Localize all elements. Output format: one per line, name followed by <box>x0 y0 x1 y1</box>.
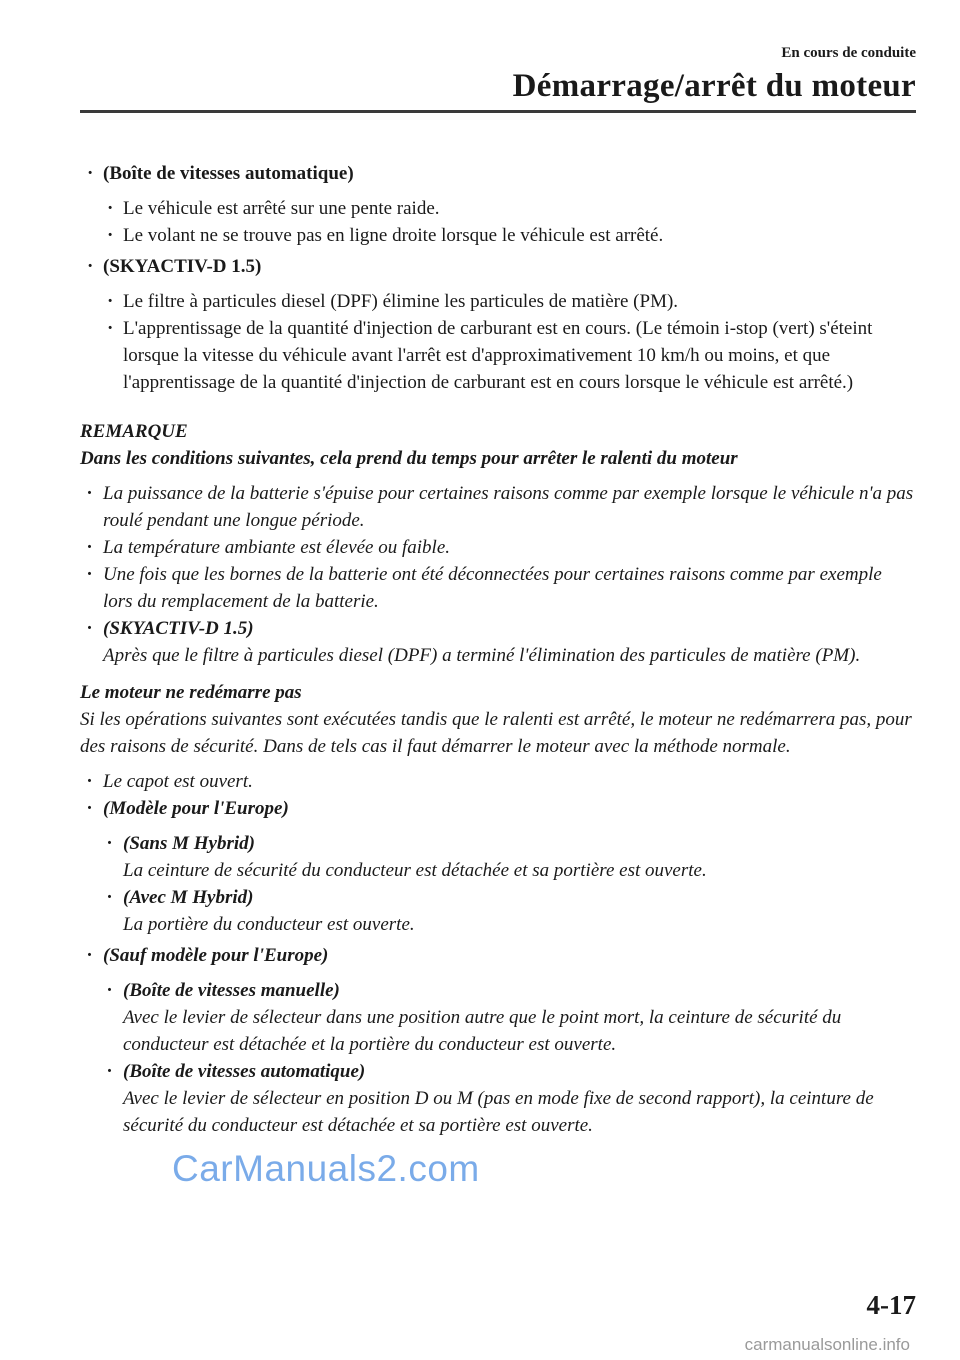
group-heading: (Boîte de vitesses automatique) <box>123 1061 366 1082</box>
list-item: · L'apprentissage de la quantité d'injection de carburant est en cours. (Le témoin i-stop (vert) s'éteint lorsque la vitesse du véhicule avant l'arrêt est d'approximativement 10 km/h ou moins, et que l'apprentissage de la quantité d'injection de carburant est en cours lorsque le véhicule est arrêté.) <box>80 315 916 396</box>
group-heading: (Sauf modèle pour l'Europe) <box>103 945 329 966</box>
list-item <box>80 1058 916 1139</box>
list-item <box>80 160 916 187</box>
restart-list <box>80 942 916 969</box>
item-text: La ceinture de sécurité du conducteur est détachée et sa portière est ouverte. <box>123 860 707 881</box>
group-heading: (Avec M Hybrid) <box>123 887 254 908</box>
watermark: carmanualsonline.info <box>744 1335 910 1354</box>
page-header <box>513 44 916 106</box>
remarque-label: REMARQUE <box>80 421 188 442</box>
restart-list <box>80 768 916 822</box>
item-text: Avec le levier de sélecteur en position D ou M (pas en mode fixe de second rapport), la ceinture de sécurité du conducteur est détachée et sa portière est ouverte. <box>123 1088 874 1136</box>
list-item: · Le véhicule est arrêté sur une pente raide. <box>80 195 916 222</box>
header-rule <box>80 110 916 113</box>
remarque-list <box>80 480 916 669</box>
watermark: CarManuals2.com <box>172 1148 480 1189</box>
page-number: 4-17 <box>866 1290 916 1320</box>
list-item <box>80 942 916 969</box>
list-item <box>80 615 916 669</box>
page-title: Démarrage/arrêt du moteur <box>512 68 916 104</box>
list-item <box>80 795 916 822</box>
section-label: En cours de conduite <box>781 45 916 61</box>
list-item <box>80 253 916 280</box>
group-heading: (Boîte de vitesses manuelle) <box>123 980 340 1001</box>
list-item: · La puissance de la batterie s'épuise pour certaines raisons comme par exemple lorsque le véhicule n'a pas roulé pendant une longue période. <box>80 480 916 534</box>
sub-list <box>80 977 916 1139</box>
group-heading: (Boîte de vitesses automatique) <box>103 163 354 184</box>
restart-heading: Le moteur ne redémarre pas <box>80 682 302 703</box>
list-item <box>80 830 916 884</box>
restart-paragraph: Si les opérations suivantes sont exécutées tandis que le ralenti est arrêté, le moteur ne redémarrera pas, pour des raisons de sécurité. Dans de tels cas il faut démarrer le moteur avec la méthode normale. <box>80 709 912 757</box>
list-item: · La température ambiante est élevée ou faible. <box>80 534 916 561</box>
sub-list <box>80 830 916 938</box>
conditions-list <box>80 253 916 280</box>
conditions-list <box>80 160 916 187</box>
list-item: · Le filtre à particules diesel (DPF) élimine les particules de matière (PM). <box>80 288 916 315</box>
group-heading: (Sans M Hybrid) <box>123 833 255 854</box>
group-heading: (SKYACTIV-D 1.5) <box>103 256 262 277</box>
list-item: · Le volant ne se trouve pas en ligne droite lorsque le véhicule est arrêté. <box>80 222 916 249</box>
group-heading: (SKYACTIV-D 1.5) <box>103 618 254 639</box>
item-text: Avec le levier de sélecteur dans une position autre que le point mort, la ceinture de sécurité du conducteur est détachée et la portière du conducteur est ouverte. <box>123 1007 842 1055</box>
sub-list <box>80 288 916 396</box>
list-item <box>80 977 916 1058</box>
item-text: Après que le filtre à particules diesel (DPF) a terminé l'élimination des particules de matière (PM). <box>103 645 861 666</box>
list-item: · Le capot est ouvert. <box>80 768 916 795</box>
item-text: La portière du conducteur est ouverte. <box>123 914 415 935</box>
list-item: · Une fois que les bornes de la batterie ont été déconnectées pour certaines raisons comme par exemple lors du remplacement de la batterie. <box>80 561 916 615</box>
sub-list <box>80 195 916 249</box>
list-item <box>80 884 916 938</box>
page-content <box>80 160 916 1143</box>
remarque-heading: Dans les conditions suivantes, cela prend du temps pour arrêter le ralenti du moteur <box>80 448 738 469</box>
group-heading: (Modèle pour l'Europe) <box>103 798 289 819</box>
